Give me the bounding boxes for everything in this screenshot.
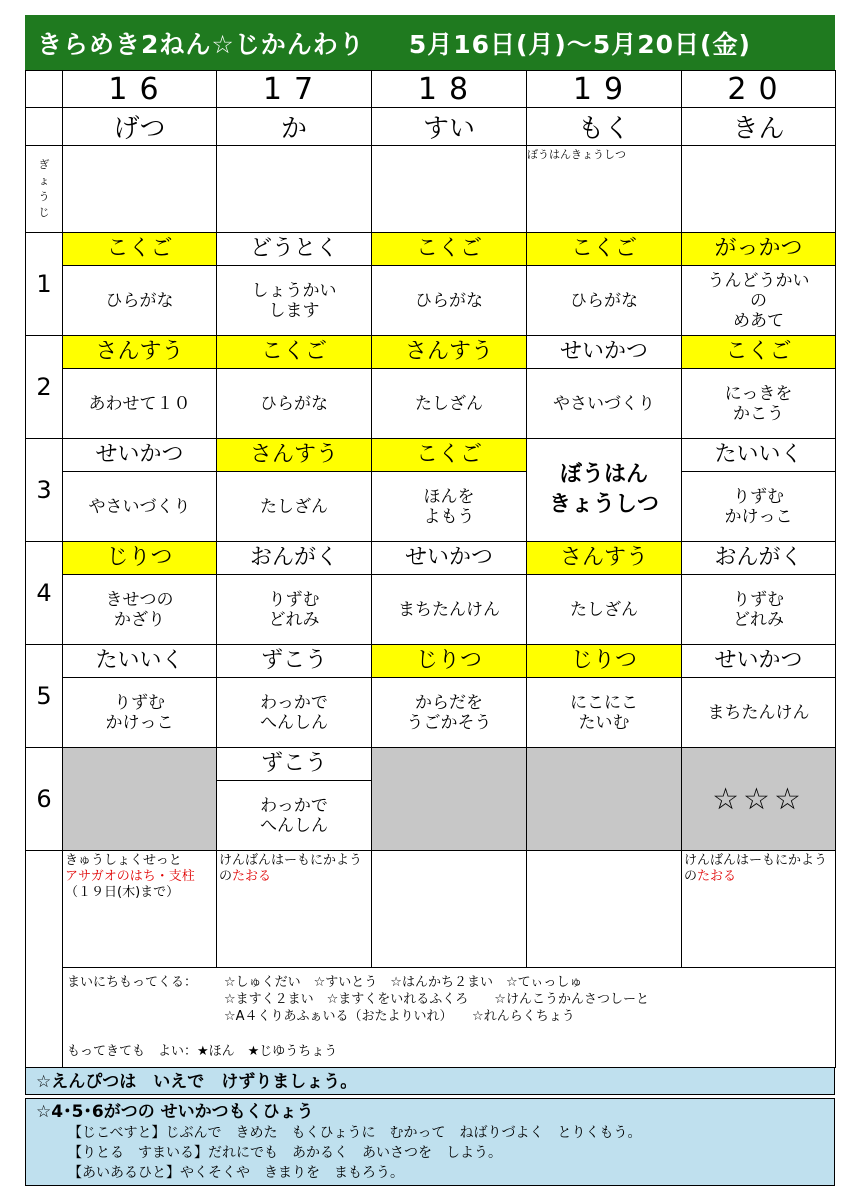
content-cell: しょうかい します xyxy=(217,266,372,336)
period-content-row xyxy=(26,575,836,645)
day-number: 20 xyxy=(682,71,836,108)
goal-line: 【あいあるひと】やくそくや きまりを まもろう。 xyxy=(68,1165,404,1181)
merged-event-cell: ぼうはん きょうしつ xyxy=(527,439,682,542)
content-cell: やさいづくり xyxy=(527,369,682,439)
bring-line2-text: ☆ますく２まい ☆ますくをいれるふくろ ☆けんこうかんさつしーと xyxy=(224,992,649,1007)
period-rows xyxy=(26,233,836,851)
day-number: 18 xyxy=(372,71,527,108)
empty-gray-cell xyxy=(372,748,527,851)
period-number: 5 xyxy=(26,645,63,748)
note-fri xyxy=(682,851,836,968)
content-cell: ひらがな xyxy=(217,369,372,439)
day-name: げつ xyxy=(63,108,217,146)
content-cell: ほんを よもう xyxy=(372,472,527,542)
notes-corner xyxy=(26,851,63,1068)
subject-cell: せいかつ xyxy=(372,542,527,575)
content-cell: やさいづくり xyxy=(63,472,217,542)
content-cell: にこにこ たいむ xyxy=(527,678,682,748)
goals-title: ☆4･5･6がつの せいかつもくひょう xyxy=(36,1102,314,1122)
subject-cell: おんがく xyxy=(217,542,372,575)
subject-cell: さんすう xyxy=(372,336,527,369)
content-cell: ひらがな xyxy=(372,266,527,336)
subject-cell: たいいく xyxy=(63,645,217,678)
content-cell: うんどうかい の めあて xyxy=(682,266,836,336)
date-range: 5月16日(月)〜5月20日(金) xyxy=(408,29,751,59)
content-cell: たしざん xyxy=(527,575,682,645)
bring-row xyxy=(26,968,836,1068)
content-cell: りずむ かけっこ xyxy=(63,678,217,748)
bring-cell xyxy=(63,968,836,1068)
subject-cell: こくご xyxy=(527,233,682,266)
period-content-row xyxy=(26,472,836,542)
day-number: 19 xyxy=(527,71,682,108)
note-tue-red: たおる xyxy=(232,869,272,884)
morning-label-text: ぎ ょ う じ xyxy=(38,158,50,219)
subject-cell: どうとく xyxy=(217,233,372,266)
period-content-row xyxy=(26,266,836,336)
content-cell: りずむ どれみ xyxy=(217,575,372,645)
day-name-row xyxy=(26,108,836,146)
morning-note xyxy=(682,146,836,233)
subject-cell: こくご xyxy=(63,233,217,266)
notes-row xyxy=(26,851,836,968)
bring-optional: もってきても よい：★ほん ★じゆうちょう xyxy=(67,1044,338,1059)
note-tue-text: けんばんはーもにかようの xyxy=(219,853,363,884)
bring-daily-label: まいにちもってくる： xyxy=(67,975,198,990)
subject-cell: こくご xyxy=(372,439,527,472)
subject-cell: じりつ xyxy=(63,542,217,575)
day-number: 17 xyxy=(217,71,372,108)
day-name: すい xyxy=(372,108,527,146)
subject-cell: じりつ xyxy=(527,645,682,678)
bring-line-3 xyxy=(67,1008,835,1025)
subject-cell: せいかつ xyxy=(682,645,836,678)
period-content-row xyxy=(26,678,836,748)
content-cell: わっかで へんしん xyxy=(217,781,372,851)
content-cell: りずむ どれみ xyxy=(682,575,836,645)
corner-cell xyxy=(26,108,63,146)
empty-gray-cell xyxy=(63,748,217,851)
bring-line3-text: ☆A４くりあふぁいる（おたよりいれ） ☆れんらくちょう xyxy=(224,1009,575,1024)
empty-gray-cell xyxy=(527,748,682,851)
content-cell: あわせて１０ xyxy=(63,369,217,439)
content-cell: ひらがな xyxy=(63,266,217,336)
period-content-row xyxy=(26,369,836,439)
content-cell: まちたんけん xyxy=(372,575,527,645)
content-cell: ひらがな xyxy=(527,266,682,336)
note-mon xyxy=(63,851,217,968)
pencil-note: ☆えんぴつは いえで けずりましょう。 xyxy=(25,1067,835,1095)
note-fri-red: たおる xyxy=(697,869,737,884)
subject-cell: ずこう xyxy=(217,748,372,781)
period-number: 1 xyxy=(26,233,63,336)
subject-cell: こくご xyxy=(682,336,836,369)
content-cell: たしざん xyxy=(372,369,527,439)
morning-label xyxy=(26,146,63,233)
timetable xyxy=(25,70,836,1068)
morning-note: ぼうはんきょうしつ xyxy=(527,146,682,233)
page-title: きらめき2ねん☆じかんわり xyxy=(37,29,365,59)
period-number: 4 xyxy=(26,542,63,645)
day-number-row xyxy=(26,71,836,108)
morning-row xyxy=(26,146,836,233)
subject-cell: さんすう xyxy=(527,542,682,575)
note-mon-after: （１９日(木)まで） xyxy=(65,885,180,900)
content-cell: りずむ かけっこ xyxy=(682,472,836,542)
content-cell: からだを うごかそう xyxy=(372,678,527,748)
subject-cell: こくご xyxy=(217,336,372,369)
subject-cell: おんがく xyxy=(682,542,836,575)
stars-cell: ☆☆☆ xyxy=(682,748,836,851)
day-name: もく xyxy=(527,108,682,146)
subject-cell: がっかつ xyxy=(682,233,836,266)
subject-cell: さんすう xyxy=(217,439,372,472)
note-thu xyxy=(527,851,682,968)
period-number: 6 xyxy=(26,748,63,851)
day-name: きん xyxy=(682,108,836,146)
subject-cell: せいかつ xyxy=(63,439,217,472)
morning-note xyxy=(63,146,217,233)
content-cell: にっきを かこう xyxy=(682,369,836,439)
title-bar xyxy=(25,15,835,70)
subject-cell: さんすう xyxy=(63,336,217,369)
subject-cell: こくご xyxy=(372,233,527,266)
note-wed xyxy=(372,851,527,968)
content-cell: わっかで へんしん xyxy=(217,678,372,748)
note-mon-red: アサガオのはち・支柱 xyxy=(65,869,195,884)
morning-note xyxy=(372,146,527,233)
content-cell: まちたんけん xyxy=(682,678,836,748)
bring-line-2 xyxy=(67,991,835,1008)
corner-cell xyxy=(26,71,63,108)
period-number: 2 xyxy=(26,336,63,439)
period-subject-row xyxy=(26,748,836,781)
subject-cell: じりつ xyxy=(372,645,527,678)
content-cell: きせつの かざり xyxy=(63,575,217,645)
goal-line: 【りとる すまいる】だれにでも あかるく あいさつを しよう。 xyxy=(68,1145,502,1161)
note-fri-text: けんばんはーもにかようの xyxy=(684,853,828,884)
note-mon-text: きゅうしょくせっと xyxy=(65,853,182,868)
period-subject-row xyxy=(26,645,836,678)
subject-cell: たいいく xyxy=(682,439,836,472)
content-cell: たしざん xyxy=(217,472,372,542)
note-tue xyxy=(217,851,372,968)
day-name: か xyxy=(217,108,372,146)
period-subject-row xyxy=(26,233,836,266)
subject-cell: せいかつ xyxy=(527,336,682,369)
morning-note xyxy=(217,146,372,233)
day-number: 16 xyxy=(63,71,217,108)
bring-line-1 xyxy=(67,974,835,991)
goal-line: 【じこべすと】じぶんで きめた もくひょうに むかって ねばりづよく とりくもう。 xyxy=(68,1125,642,1141)
period-subject-row xyxy=(26,439,836,472)
period-subject-row xyxy=(26,336,836,369)
subject-cell: ずこう xyxy=(217,645,372,678)
bring-line1-text: ☆しゅくだい ☆すいとう ☆はんかち２まい ☆てぃっしゅ xyxy=(224,975,583,990)
period-subject-row xyxy=(26,542,836,575)
goals-box xyxy=(25,1098,835,1186)
period-number: 3 xyxy=(26,439,63,542)
